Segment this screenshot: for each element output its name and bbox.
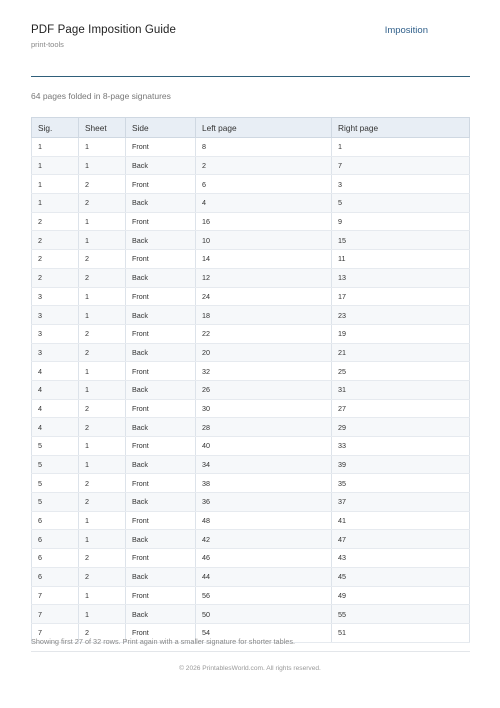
cell-side: Front xyxy=(126,586,196,605)
table-header-row xyxy=(32,118,470,138)
cell-sheet: 1 xyxy=(79,156,126,175)
table-row xyxy=(32,287,470,306)
cell-right-page: 7 xyxy=(332,156,470,175)
cell-right-page: 21 xyxy=(332,343,470,362)
table-row xyxy=(32,175,470,194)
cell-right-page: 37 xyxy=(332,493,470,512)
cell-right-page: 5 xyxy=(332,194,470,213)
table-row xyxy=(32,268,470,287)
cell-left-page: 32 xyxy=(196,362,332,381)
cell-left-page: 42 xyxy=(196,530,332,549)
cell-right-page: 45 xyxy=(332,567,470,586)
cell-sheet: 2 xyxy=(79,268,126,287)
cell-right-page: 41 xyxy=(332,511,470,530)
cell-sheet: 1 xyxy=(79,231,126,250)
cell-sheet: 1 xyxy=(79,605,126,624)
cell-right-page: 13 xyxy=(332,268,470,287)
cell-sig: 3 xyxy=(32,324,79,343)
cell-left-page: 40 xyxy=(196,437,332,456)
cell-sheet: 2 xyxy=(79,549,126,568)
cell-right-page: 49 xyxy=(332,586,470,605)
cell-side: Back xyxy=(126,380,196,399)
cell-left-page: 24 xyxy=(196,287,332,306)
cell-right-page: 3 xyxy=(332,175,470,194)
cell-left-page: 44 xyxy=(196,567,332,586)
cell-side: Back xyxy=(126,156,196,175)
cell-side: Back xyxy=(126,231,196,250)
cell-sig: 6 xyxy=(32,549,79,568)
cell-side: Front xyxy=(126,437,196,456)
table-row xyxy=(32,399,470,418)
cell-right-page: 29 xyxy=(332,418,470,437)
cell-sheet: 2 xyxy=(79,175,126,194)
cell-sig: 6 xyxy=(32,530,79,549)
cell-side: Back xyxy=(126,455,196,474)
table-row xyxy=(32,586,470,605)
table-row xyxy=(32,511,470,530)
cell-sheet: 1 xyxy=(79,287,126,306)
cell-side: Back xyxy=(126,418,196,437)
cell-right-page: 17 xyxy=(332,287,470,306)
cell-right-page: 51 xyxy=(332,623,470,642)
table-row xyxy=(32,493,470,512)
cell-side: Front xyxy=(126,175,196,194)
cell-right-page: 25 xyxy=(332,362,470,381)
cell-right-page: 55 xyxy=(332,605,470,624)
imposition-table-container xyxy=(31,117,470,643)
cell-sig: 6 xyxy=(32,567,79,586)
cell-side: Front xyxy=(126,474,196,493)
cell-right-page: 9 xyxy=(332,212,470,231)
cell-sheet: 1 xyxy=(79,455,126,474)
cell-side: Back xyxy=(126,268,196,287)
cell-sheet: 1 xyxy=(79,380,126,399)
cell-right-page: 1 xyxy=(332,138,470,157)
table-row xyxy=(32,324,470,343)
cell-sig: 4 xyxy=(32,380,79,399)
cell-side: Front xyxy=(126,549,196,568)
cell-sheet: 1 xyxy=(79,511,126,530)
column-header-right-page: Right page xyxy=(332,118,470,138)
cell-left-page: 50 xyxy=(196,605,332,624)
table-row xyxy=(32,138,470,157)
cell-left-page: 6 xyxy=(196,175,332,194)
cell-side: Front xyxy=(126,511,196,530)
cell-sheet: 2 xyxy=(79,493,126,512)
cell-sheet: 1 xyxy=(79,437,126,456)
cell-side: Back xyxy=(126,493,196,512)
cell-left-page: 18 xyxy=(196,306,332,325)
cell-left-page: 16 xyxy=(196,212,332,231)
table-row xyxy=(32,474,470,493)
cell-sig: 5 xyxy=(32,455,79,474)
cell-sig: 7 xyxy=(32,586,79,605)
header-divider xyxy=(31,76,470,77)
cell-side: Front xyxy=(126,623,196,642)
cell-right-page: 39 xyxy=(332,455,470,474)
column-header-sig: Sig. xyxy=(32,118,79,138)
table-footnote: Showing first 27 of 32 rows. Print again with a smaller signature for shorter tables. xyxy=(31,637,296,646)
cell-side: Back xyxy=(126,306,196,325)
cell-sig: 2 xyxy=(32,212,79,231)
table-body xyxy=(32,138,470,643)
table-row xyxy=(32,418,470,437)
cell-sig: 4 xyxy=(32,399,79,418)
page-subtitle: print-tools xyxy=(31,40,64,49)
cell-sheet: 1 xyxy=(79,306,126,325)
cell-sig: 3 xyxy=(32,287,79,306)
cell-side: Back xyxy=(126,567,196,586)
cell-right-page: 11 xyxy=(332,250,470,269)
cell-right-page: 19 xyxy=(332,324,470,343)
cell-left-page: 34 xyxy=(196,455,332,474)
section-label: Imposition xyxy=(384,25,428,36)
cell-sheet: 2 xyxy=(79,474,126,493)
cell-side: Back xyxy=(126,605,196,624)
cell-side: Back xyxy=(126,530,196,549)
cell-left-page: 20 xyxy=(196,343,332,362)
table-row xyxy=(32,343,470,362)
table-row xyxy=(32,250,470,269)
cell-right-page: 31 xyxy=(332,380,470,399)
cell-sig: 2 xyxy=(32,231,79,250)
cell-left-page: 46 xyxy=(196,549,332,568)
cell-sheet: 2 xyxy=(79,194,126,213)
cell-left-page: 54 xyxy=(196,623,332,642)
table-row xyxy=(32,306,470,325)
column-header-side: Side xyxy=(126,118,196,138)
table-row xyxy=(32,212,470,231)
table-row xyxy=(32,231,470,250)
page-title: PDF Page Imposition Guide xyxy=(31,24,177,36)
cell-sheet: 1 xyxy=(79,586,126,605)
cell-sig: 1 xyxy=(32,175,79,194)
cell-side: Front xyxy=(126,212,196,231)
cell-sheet: 2 xyxy=(79,399,126,418)
cell-right-page: 47 xyxy=(332,530,470,549)
cell-sheet: 1 xyxy=(79,138,126,157)
cell-sig: 4 xyxy=(32,362,79,381)
footer-divider xyxy=(31,651,470,652)
cell-sheet: 2 xyxy=(79,567,126,586)
cell-sig: 5 xyxy=(32,474,79,493)
cell-sig: 2 xyxy=(32,268,79,287)
imposition-table xyxy=(31,117,470,643)
column-header-sheet: Sheet xyxy=(79,118,126,138)
cell-side: Front xyxy=(126,287,196,306)
table-row xyxy=(32,380,470,399)
cell-sig: 7 xyxy=(32,623,79,642)
cell-left-page: 4 xyxy=(196,194,332,213)
cell-side: Front xyxy=(126,250,196,269)
cell-left-page: 14 xyxy=(196,250,332,269)
cell-sig: 1 xyxy=(32,138,79,157)
cell-left-page: 12 xyxy=(196,268,332,287)
cell-sig: 2 xyxy=(32,250,79,269)
cell-sheet: 2 xyxy=(79,343,126,362)
cell-sig: 3 xyxy=(32,343,79,362)
cell-sig: 5 xyxy=(32,493,79,512)
cell-left-page: 2 xyxy=(196,156,332,175)
cell-sheet: 1 xyxy=(79,212,126,231)
table-row xyxy=(32,194,470,213)
cell-sheet: 1 xyxy=(79,362,126,381)
summary-text: 64 pages folded in 8-page signatures xyxy=(31,91,171,101)
copyright-text: © 2026 PrintablesWorld.com. All rights reserved. xyxy=(179,665,321,672)
cell-sig: 1 xyxy=(32,194,79,213)
cell-sheet: 2 xyxy=(79,418,126,437)
column-header-left-page: Left page xyxy=(196,118,332,138)
table-row xyxy=(32,437,470,456)
table-row xyxy=(32,530,470,549)
cell-left-page: 22 xyxy=(196,324,332,343)
cell-right-page: 33 xyxy=(332,437,470,456)
cell-left-page: 10 xyxy=(196,231,332,250)
cell-left-page: 36 xyxy=(196,493,332,512)
cell-right-page: 35 xyxy=(332,474,470,493)
cell-right-page: 27 xyxy=(332,399,470,418)
table-row xyxy=(32,362,470,381)
cell-right-page: 23 xyxy=(332,306,470,325)
cell-sheet: 2 xyxy=(79,250,126,269)
table-row xyxy=(32,455,470,474)
cell-left-page: 8 xyxy=(196,138,332,157)
cell-sheet: 1 xyxy=(79,530,126,549)
cell-side: Front xyxy=(126,399,196,418)
cell-sig: 5 xyxy=(32,437,79,456)
cell-sheet: 2 xyxy=(79,623,126,642)
cell-right-page: 15 xyxy=(332,231,470,250)
cell-left-page: 38 xyxy=(196,474,332,493)
cell-sig: 4 xyxy=(32,418,79,437)
table-row xyxy=(32,605,470,624)
cell-side: Back xyxy=(126,194,196,213)
cell-sig: 1 xyxy=(32,156,79,175)
cell-left-page: 28 xyxy=(196,418,332,437)
cell-left-page: 30 xyxy=(196,399,332,418)
cell-side: Back xyxy=(126,343,196,362)
cell-sig: 7 xyxy=(32,605,79,624)
cell-left-page: 56 xyxy=(196,586,332,605)
cell-right-page: 43 xyxy=(332,549,470,568)
table-row xyxy=(32,156,470,175)
table-row xyxy=(32,549,470,568)
cell-sheet: 2 xyxy=(79,324,126,343)
table-row xyxy=(32,567,470,586)
cell-sig: 3 xyxy=(32,306,79,325)
cell-side: Front xyxy=(126,138,196,157)
cell-side: Front xyxy=(126,324,196,343)
cell-sig: 6 xyxy=(32,511,79,530)
cell-left-page: 26 xyxy=(196,380,332,399)
cell-side: Front xyxy=(126,362,196,381)
cell-left-page: 48 xyxy=(196,511,332,530)
